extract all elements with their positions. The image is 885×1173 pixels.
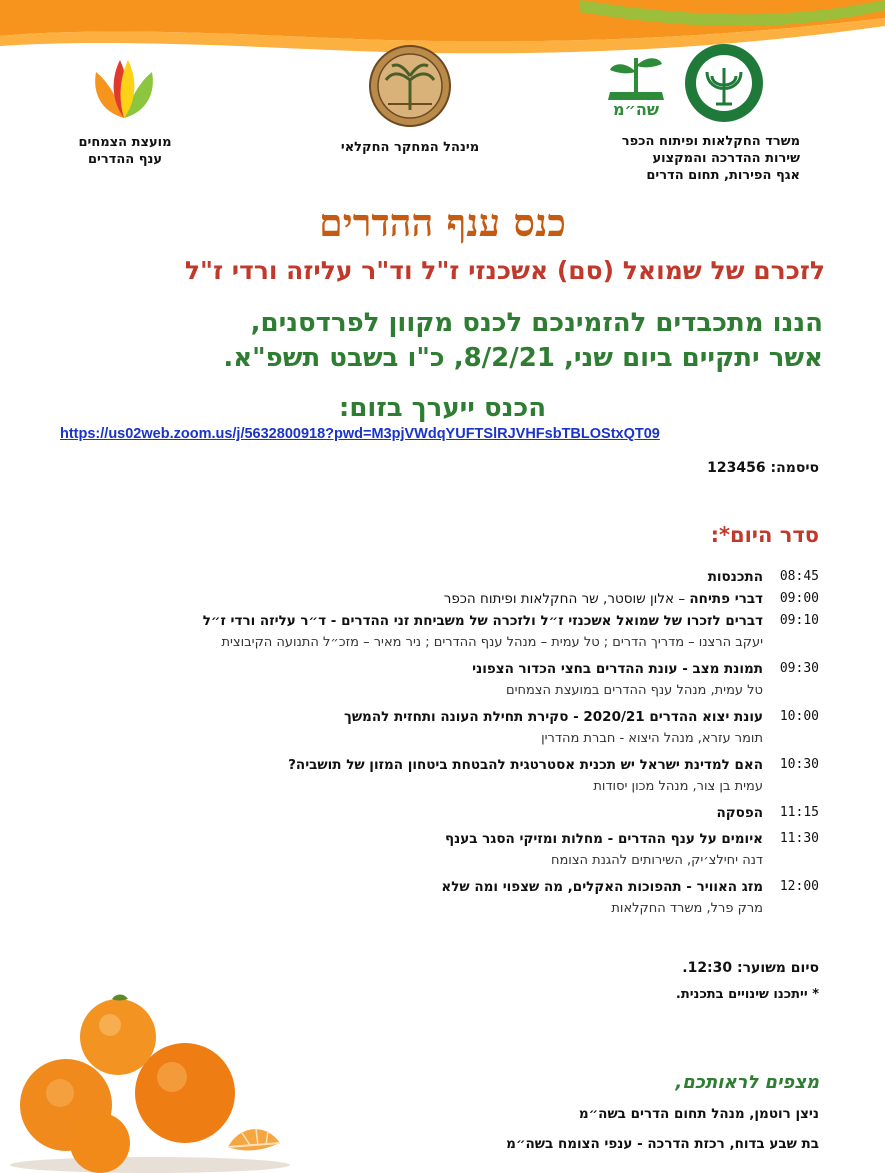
zoom-link[interactable]: https://us02web.zoom.us/j/5632800918?pwd=M3pjVWdqYUFTSlRJVHFsbTBLOStxQT09 [60,426,660,442]
page-title: כנס ענף ההדרים [319,200,566,245]
agenda-item-title: התכנסות [707,569,763,585]
flower-icon [88,50,160,120]
agenda-row [39,754,819,798]
agenda-time: 09:10 [779,613,819,628]
zoom-notice: הכנס ייערך בזום: [338,393,547,423]
agenda-time: 12:00 [779,879,819,894]
signature-line: בת שבע בדוח, רכזת הדרכה - ענפי הצומח בשה״מ [506,1136,819,1152]
shaham-logo [602,42,670,122]
agenda-time: 10:30 [779,757,819,772]
menorah-emblem-icon [683,42,765,124]
agenda-item-speaker: תומר עזרא, מנהל היצוא - חברת מהדרין [541,731,763,746]
agenda-time: 10:00 [779,709,819,724]
greeting: מצפים לראותכם, [675,1072,819,1093]
schedule-footnote: * ייתכנו שינויים בתכנית. [675,987,819,1002]
agenda-item-speaker: דנה יחילצ׳יק, השירותים להגנת הצומח [550,853,763,868]
agenda-item-title: האם למדינת ישראל יש תכנית אסטרטגית להבטחת ביטחון המזון של תושביה? [288,757,763,773]
agenda-item-title: תמונת מצב - עונת ההדרים בחצי הכדור הצפוני [472,661,763,677]
ministry-line-1: משרד החקלאות ופיתוח הכפר [621,134,800,149]
agenda-row [39,658,819,702]
agenda-item-title: מזג האוויר - תהפוכות האקלים, מה שצפוי ומה שלא [441,879,763,895]
memorial-subtitle: לזכרם של שמואל (סם) אשכנזי ז"ל וד"ר עליזה ורדי ז"ל [184,256,825,285]
agenda-heading: סדר היום*: [710,523,819,547]
agenda-item-speaker: עמית בן צור, מנהל מכון יסודות [593,779,763,794]
ministry-line-3: אגף הפירות, תחום הדרים [646,168,800,183]
agenda-row [39,588,819,610]
ministry-emblem [683,42,765,124]
shaham-text: שה״מ [612,100,660,119]
agenda-row [39,706,819,750]
council-sub: ענף ההדרים [87,152,163,167]
agenda-item-title: איומים על ענף ההדרים - מחלות ומזיקי הסגר בענף [445,831,763,847]
agenda-item-speaker: מרק פרל, משרד החקלאות [611,901,763,916]
agenda-item-speaker: טל עמית, מנהל ענף ההדרים במועצת הצמחים [505,683,763,698]
invitation-line-1: הננו מתכבדים להזמינכם לכנס מקוון לפרדסנים, [250,308,823,338]
agenda-row [39,566,819,588]
agenda-item-title: הפסקה [716,805,763,821]
zoom-password: סיסמה: 123456 [707,460,819,476]
agenda-row [39,610,819,654]
council-name: מועצת הצמחים [78,135,172,150]
seal-icon [368,44,452,128]
agenda-row [39,828,819,872]
agenda-time: 11:15 [779,805,819,820]
council-logo [88,50,160,120]
agenda-time: 09:30 [779,661,819,676]
agenda-time: 09:00 [779,591,819,606]
signature-line: ניצן רוטמן, מנהל תחום הדרים בשה״מ [578,1106,819,1122]
agenda-list [39,566,819,920]
agenda-row [39,802,819,824]
agenda-item-title: עונת יצוא ההדרים 2020/21 - סקירת תחילת העונה ותחזית להמשך [344,709,763,725]
invitation-line-2: אשר יתקיים ביום שני, 8/2/21, כ"ו בשבט תשפ"א. [223,343,823,373]
agenda-item-speaker: יעקב הרצנו – מדריך הדרים ; טל עמית – מנהל ענף ההדרים ; ניר מאיר – מזכ״ל התנועה הקיבוצית [221,635,763,650]
agenda-item-title: דברי פתיחה [689,591,763,607]
agenda-item-speaker: – אלון שוסטר, שר החקלאות ופיתוח הכפר [443,591,690,607]
volcani-seal [368,44,452,128]
agenda-time: 11:30 [779,831,819,846]
volcani-name: מינהל המחקר החקלאי [340,140,480,155]
estimated-end: סיום משוער: 12:30. [682,960,819,976]
agenda-time: 08:45 [779,569,819,584]
ministry-line-2: שירות ההדרכה והמקצוע [652,151,800,166]
agenda-item-title: דברים לזכרו של שמואל אשכנזי ז״ל ולזכרה של משביחת זני ההדרים - ד״ר עליזה ורדי ז״ל [202,613,763,629]
agenda-row [39,876,819,920]
oranges-image [0,985,300,1173]
